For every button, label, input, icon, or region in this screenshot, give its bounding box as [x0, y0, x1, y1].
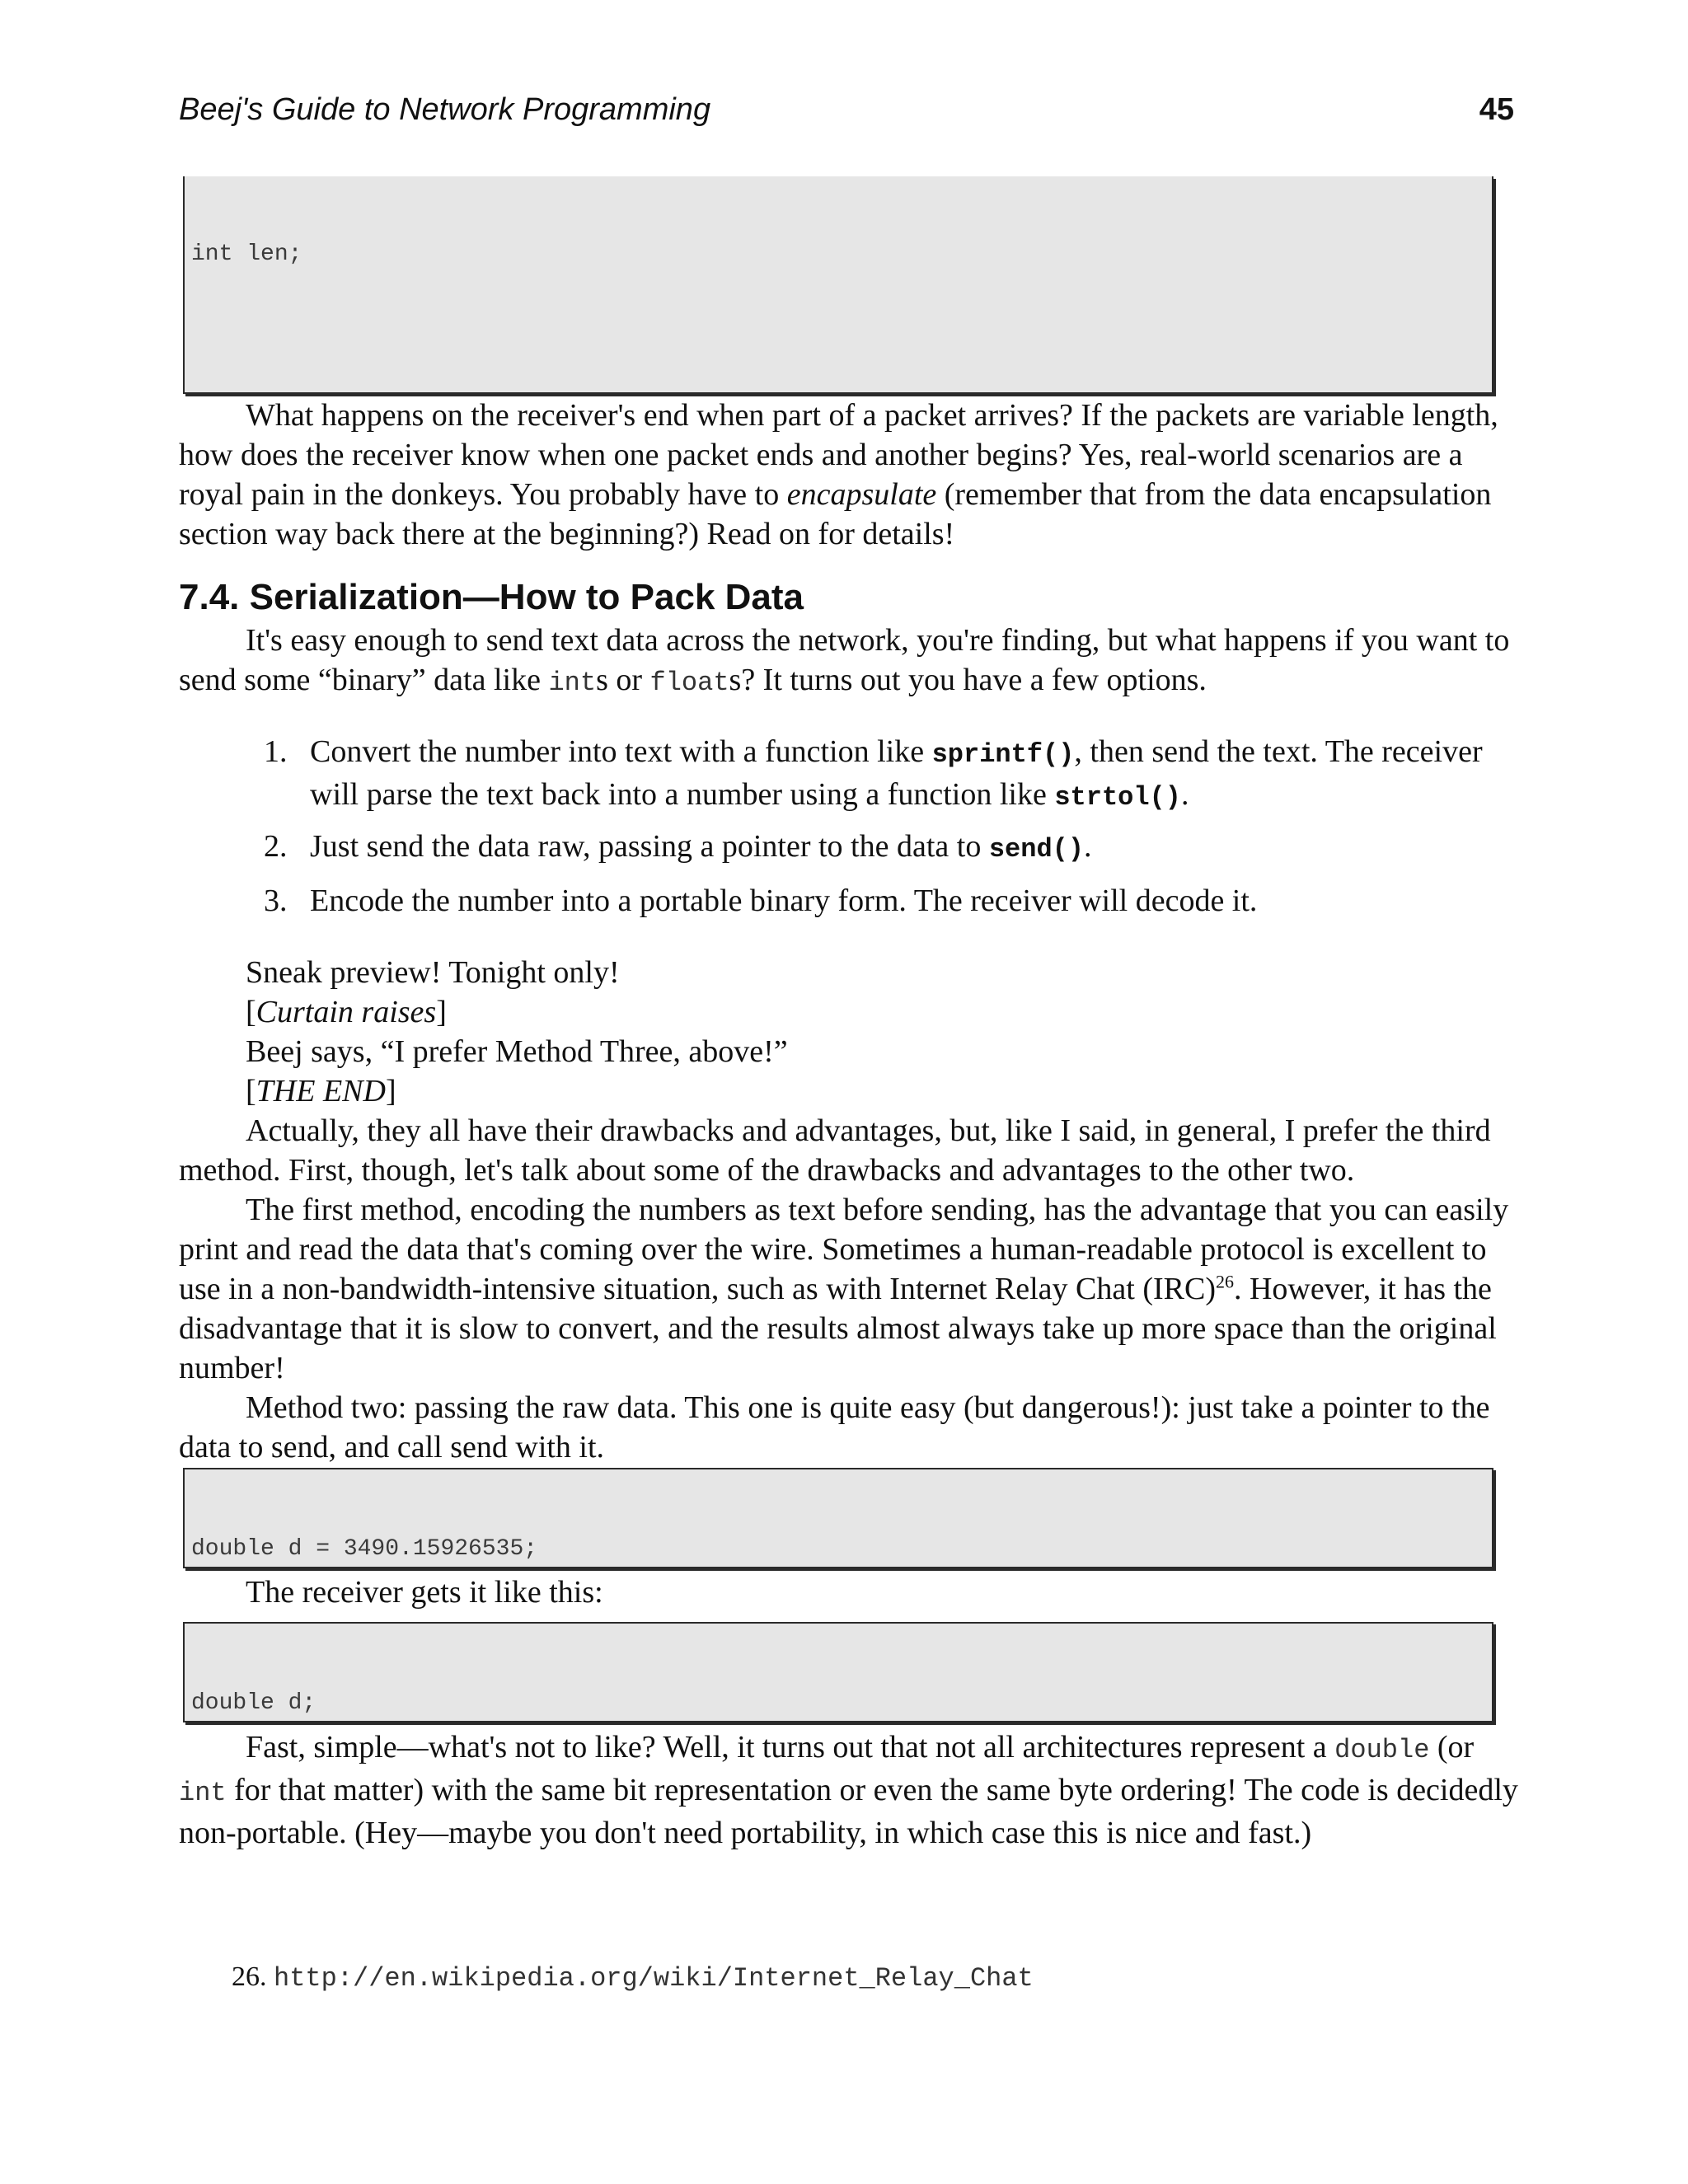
bracket: [: [246, 1074, 256, 1108]
stage-direction: THE END: [256, 1074, 386, 1108]
paragraph-first-method: [179, 1190, 1518, 1388]
footnote-number: 26.: [232, 1961, 267, 1992]
list-text-segment: .: [1180, 777, 1189, 812]
inline-code-int: int: [179, 1778, 227, 1808]
list-number: 2.: [264, 829, 288, 864]
sneak-line: [246, 1071, 396, 1111]
sneak-line: Sneak preview! Tonight only!: [246, 955, 620, 990]
paragraph-text: The first method, encoding the numbers as text before sending, has the advantage that you can easily print and read the data that's coming over the wire. Sometimes a human-readable protocol is excellent to use in a non-bandwidth-intensive situation, such as with Internet Relay Chat (IRC): [179, 1193, 1509, 1306]
list-text: [310, 732, 1497, 818]
list-text-segment: Just send the data raw, passing a pointer to the data to: [310, 829, 989, 864]
inline-code-int: int: [548, 668, 597, 698]
code-block-sendall: [183, 176, 1493, 394]
section-heading: 7.4. Serialization—How to Pack Data: [179, 577, 804, 617]
paragraph-text: What happens on the receiver's end when part of a packet arrives? If the packets are variable length, how does the receiver know when one packet ends and another begins? Yes, real-world scenarios are a royal pain in the donkeys. You probably have to: [179, 398, 1498, 512]
code-line: double d;: [191, 1690, 316, 1716]
code-line: int len;: [191, 241, 302, 267]
inline-code-float: float: [649, 668, 729, 698]
paragraph-text: s or: [596, 663, 650, 697]
list-text: [310, 827, 1497, 869]
footnote-ref[interactable]: 26: [1215, 1271, 1234, 1292]
inline-code-send: send(): [988, 834, 1085, 865]
list-text-segment: .: [1084, 829, 1092, 864]
page-number: 45: [1479, 92, 1514, 127]
book-title: Beej's Guide to Network Programming: [179, 92, 711, 127]
bracket: [: [246, 995, 256, 1029]
list-text: Encode the number into a portable binary form. The receiver will decode it.: [310, 883, 1258, 918]
code-line: double d = 3490.15926535;: [191, 1536, 538, 1562]
list-number: 1.: [264, 734, 288, 769]
code-block-send: [183, 1468, 1493, 1568]
inline-code-sprintf: sprintf(): [931, 739, 1075, 770]
paragraph-text: (remember that from the data encapsulation section way back there at the beginning?) Read on for details!: [179, 477, 1492, 551]
paragraph-text: (or: [1429, 1730, 1475, 1765]
paragraph-method-two: Method two: passing the raw data. This one is quite easy (but dangerous!): just take a pointer to the data to send, and call send with it.: [179, 1390, 1490, 1465]
paragraph-text: It's easy enough to send text data across the network, you're finding, but what happens if you want to send some “binary” data like: [179, 623, 1510, 697]
code-block-recv: [183, 1622, 1493, 1722]
stage-direction: Curtain raises: [256, 995, 437, 1029]
footnote-link[interactable]: http://en.wikipedia.org/wiki/Internet_Relay_Chat: [274, 1963, 1034, 1994]
paragraph-text: Fast, simple—what's not to like? Well, it turns out that not all architectures represent a: [246, 1730, 1335, 1765]
running-header: [179, 92, 1514, 142]
paragraph-receiver-end: [179, 396, 1518, 554]
paragraph-actually: Actually, they all have their drawbacks and advantages, but, like I said, in general, I prefer the third method. First, though, let's talk about some of the drawbacks and advantages to the other two.: [179, 1113, 1491, 1188]
code-line: [191, 330, 1485, 361]
emphasis-encapsulate: encapsulate: [786, 477, 937, 512]
sneak-line: Beej says, “I prefer Method Three, above!”: [246, 1034, 788, 1069]
inline-code-strtol: strtol(): [1054, 782, 1181, 813]
bracket: ]: [436, 995, 447, 1029]
list-number: 3.: [264, 883, 288, 918]
list-text-segment: Convert the number into text with a function like: [310, 734, 932, 769]
paragraph-text: for that matter) with the same bit representation or even the same byte ordering! The code is decidedly non-portable. (Hey—maybe you don't need portability, in which case this is nice and fast.): [179, 1773, 1518, 1850]
paragraph-receiver-gets: The receiver gets it like this:: [246, 1575, 603, 1610]
inline-code-double: double: [1334, 1735, 1430, 1765]
sneak-line: [246, 992, 447, 1032]
paragraph-text: s? It turns out you have a few options.: [729, 663, 1207, 697]
bracket: ]: [385, 1074, 396, 1108]
list-text-segment: , then send the text. The receiver will parse the text back into a number using a function like: [310, 734, 1483, 812]
footnote: [232, 1961, 1034, 1994]
paragraph-text: . However, it has the disadvantage that it is slow to convert, and the results almost always take up more space than the original number!: [179, 1272, 1497, 1385]
paragraph-intro: [179, 621, 1518, 703]
paragraph-fast-simple: [179, 1727, 1518, 1853]
